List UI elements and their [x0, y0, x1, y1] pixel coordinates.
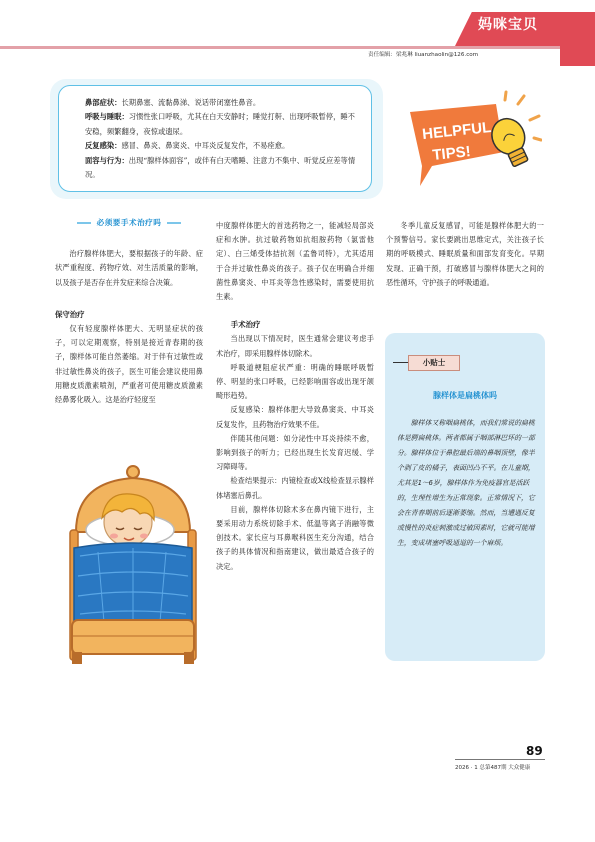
section-heading-surgery: 必须要手术治疗吗 — [55, 216, 203, 230]
col2-paragraph-3: 目前，腺样体切除术多在鼻内镜下进行，主要采用动力系统切除手术、低温等离子消融等微创技术。家长应与耳鼻喉科医生充分沟通，结合孩子的具体情况和指南建议，做出最适合孩子的决定。 — [216, 504, 374, 571]
editor-credit: 责任编辑：梁兆琳 liuanzhaolin@126.com — [368, 52, 479, 58]
page-number: 89 — [526, 744, 543, 758]
col1-intro: 治疗腺样体肥大，要根据孩子的年龄、症状严重程度、药物疗效、对生活质量的影响，以及孩子是否存在并发症来综合决策。 — [55, 249, 203, 287]
symptom-nasal: 鼻部症状：长期鼻塞、流黏鼻涕、说话带闭塞性鼻音。 — [85, 98, 261, 107]
column-2 — [216, 219, 374, 574]
helpful-tips-badge — [392, 90, 542, 200]
tip-card-title: 腺样体是扁桃体吗 — [433, 391, 497, 400]
column-3 — [386, 219, 544, 290]
col3-paragraph: 冬季儿童反复感冒，可能是腺样体肥大的一个预警信号。家长要跳出思维定式，关注孩子长期的呼吸模式、睡眠质量和面部发育变化。早期发现、正确干预，打破感冒与腺样体肥大之间的恶性循环，守护孩子的呼吸通道。 — [386, 221, 544, 287]
symptom-breathing: 呼吸与睡眠：习惯性张口呼吸，尤其在白天安静时；睡觉打鼾、出现呼吸暂停，睡不安稳，频繁翻身，夜惊或遗尿。 — [85, 112, 355, 136]
col2-paragraph-2: 当出现以下情况时，医生通常会建议考虑手术治疗，即采用腺样体切除术。 — [216, 334, 374, 358]
tip-card-text: 腺样体又称咽扁桃体，而我们常说的扁桃体是腭扁桃体。两者都属于咽部淋巴环的一部分。腺样体位于鼻腔最后端的鼻咽顶壁，像半个剥了皮的橘子，表面凹凸不平。在儿童期，尤其是1～6岁，腺样体作为免疫器官是活跃的，生理性增生为正常现象。正常情况下，它会在青春期前后逐渐萎缩。然而，当遭遇反复或慢性的炎症刺激或过敏因素时，它就可能增生，变成堵塞呼吸通道的一个麻烦。 — [397, 419, 535, 547]
tips-line1: HELPFUL — [421, 118, 493, 144]
sub-heading-conservative: 保守治疗 — [55, 309, 85, 319]
symptom-infection: 反复感染：感冒、鼻炎、鼻窦炎、中耳炎反复发作，不易痊愈。 — [85, 141, 290, 151]
column-1 — [55, 216, 203, 407]
issue-info: 2026 · 1 总第487期 大众健康 — [455, 765, 531, 771]
footer-rule — [455, 759, 545, 760]
symptom-face: 面容与行为：出现“腺样体面容”，或伴有白天嗜睡、注意力不集中、听觉反应差等情况。 — [85, 155, 356, 180]
symptom-box — [58, 85, 372, 192]
tips-line2: TIPS! — [431, 143, 472, 165]
sub-heading-surgery: 手术治疗 — [230, 320, 261, 330]
surgery-indication-4: 检查结果提示：内镜检查或X线检查显示腺样体堵塞后鼻孔。 — [216, 476, 374, 500]
tip-tag-line — [393, 362, 408, 363]
column-title: 妈咪宝贝 — [478, 17, 538, 33]
surgery-indication-3: 伴随其他问题：如分泌性中耳炎持续不愈，影响到孩子的听力；已经出现生长发育迟缓、学习障碍等。 — [216, 433, 374, 472]
tip-tag: 小贴士 — [408, 355, 460, 371]
header-bar — [0, 46, 560, 49]
child-in-bed-illustration — [58, 452, 208, 667]
header-stripe — [560, 46, 595, 66]
surgery-indication-2: 反复感染：腺样体肥大导致鼻窦炎、中耳炎反复发作，且药物治疗效果不佳。 — [216, 405, 374, 429]
col1-paragraph: 仅有轻度腺样体肥大、无明显症状的孩子，可以定期观察，特别是接近青春期的孩子，腺样体可能自然萎缩。对于伴有过敏性或非过敏性鼻炎的孩子，医生可能会建议使用鼻用糖皮质激素喷剂，严重者可使用糖皮质激素经鼻雾化吸入。这是治疗轻度至 — [55, 324, 203, 405]
surgery-indication-1: 呼吸道梗阻症状严重：明确的睡眠呼吸暂停、明显的张口呼吸，已经影响面容或出现牙颌畸形趋势。 — [216, 362, 374, 401]
col2-paragraph-1: 中度腺样体肥大的首选药物之一，能减轻局部炎症和水肿。抗过敏药物如抗组胺药物（氯雷他定）、白三烯受体拮抗剂（孟鲁司特），尤其适用于合并过敏性鼻炎的孩子。孩子仅在明确合并细菌性鼻窦炎、中耳炎等急性感染时，需要使用抗生素。 — [216, 221, 374, 302]
